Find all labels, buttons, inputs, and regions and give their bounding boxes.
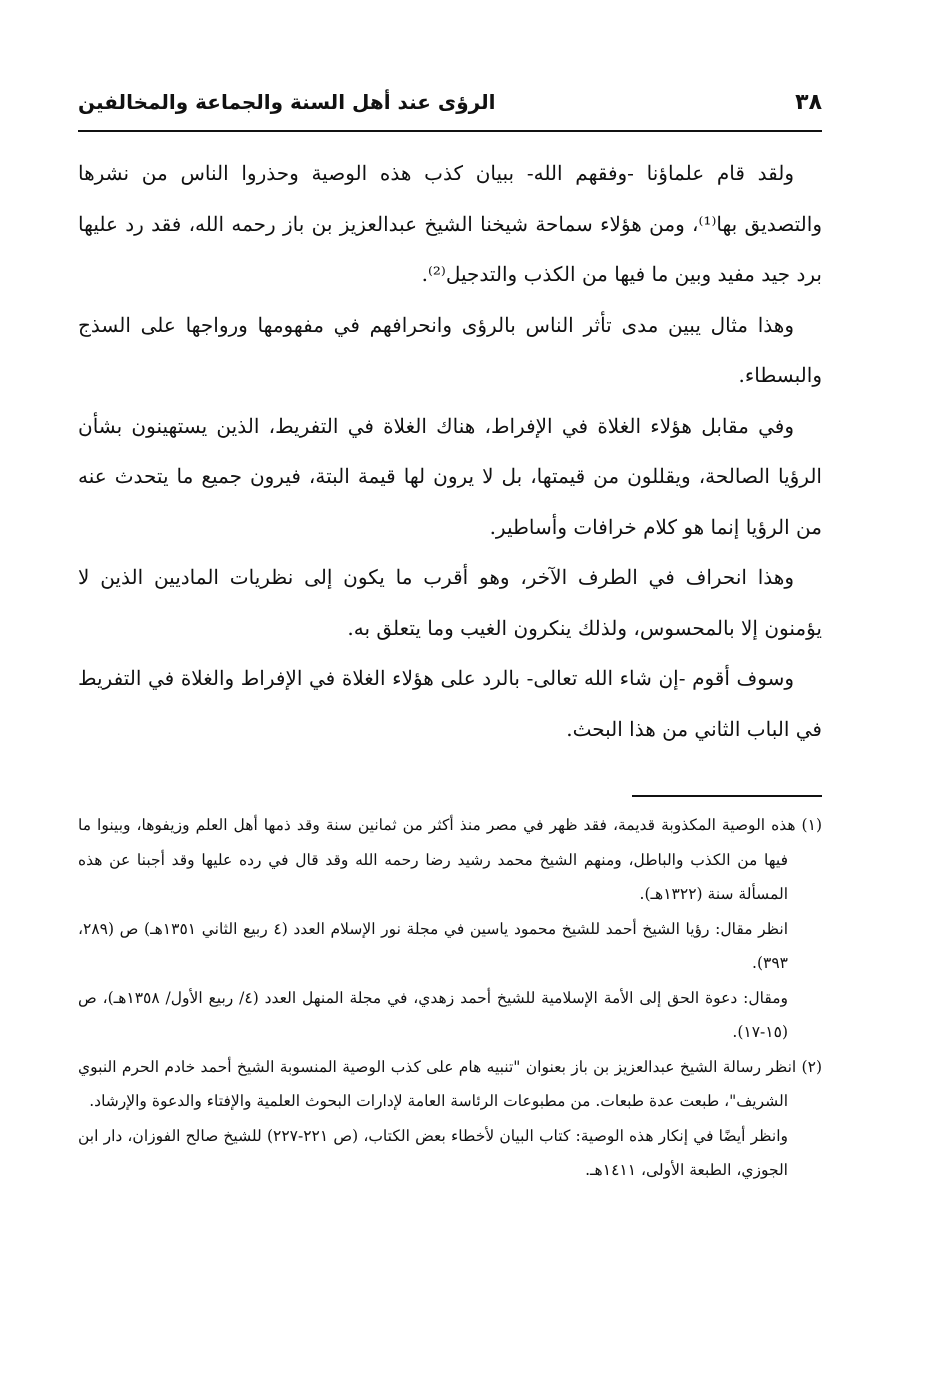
paragraph: وهذا انحراف في الطرف الآخر، وهو أقرب ما يكون إلى نظريات الماديين الذين لا يؤمنون إلا بالمحسوس، ولذلك ينكرون الغيب وما يتعلق به.: [78, 565, 822, 640]
footnote-1: (١) هذه الوصية المكذوبة قديمة، فقد ظهر في مصر منذ أكثر من ثمانين سنة وقد ذمها أهل العلم وزيفوها، وبينوا ما فيها من الكذب والباطل، ومنهم الشيخ محمد رشيد رضا رحمه الله وقد قال في رده عليها وقد أجبنا عن هذه المسألة سنة (١٣٢٢هـ).: [78, 816, 822, 903]
footnote-1-reference: انظر مقال: رؤيا الشيخ أحمد للشيخ محمود ياسين في مجلة نور الإسلام العدد (٤ ربيع الثاني ١٣٥١هـ) ص (٢٨٩، ٣٩٣).: [78, 919, 788, 972]
header-rule: [78, 130, 822, 132]
footnote-1-reference: ومقال: دعوة الحق إلى الأمة الإسلامية للشيخ أحمد زهدي، في مجلة المنهل العدد (٤/ ربيع الأول/ ١٣٥٨هـ)، ص (١٥-١٧).: [78, 988, 788, 1041]
footnote-rule: [632, 795, 822, 797]
footnotes: [78, 808, 822, 1188]
paragraph: ولقد قام علماؤنا -وفقهم الله- ببيان كذب هذه الوصية وحذروا الناس من نشرها والتصديق بها⁽¹⁾، ومن هؤلاء سماحة شيخنا الشيخ عبدالعزيز بن باز رحمه الله، فقد رد عليها برد جيد مفيد وبين ما فيها من الكذب والتدجيل⁽²⁾.: [78, 161, 822, 286]
footnote-2: (٢) انظر رسالة الشيخ عبدالعزيز بن باز بعنوان "تنبيه هام على كذب الوصية المنسوبة الشيخ أحمد خادم الحرم النبوي الشريف"، طبعت عدة طبعات. من مطبوعات الرئاسة العامة لإدارات البحوث العلمية والإفتاء والدعوة والإرشاد.: [78, 1057, 822, 1110]
running-header: [78, 82, 822, 122]
main-text: [78, 148, 822, 754]
paragraph: وفي مقابل هؤلاء الغلاة في الإفراط، هناك الغلاة في التفريط، الذين يستهينون بشأن الرؤيا الصالحة، ويقللون من قيمتها، بل لا يرون لها قيمة البتة، فيرون جميع ما يتحدث عنه من الرؤيا إنما هو كلام خرافات وأساطير.: [78, 413, 822, 539]
footnote-2-reference: وانظر أيضًا في إنكار هذه الوصية: كتاب البيان لأخطاء بعض الكتاب، (ص ٢٢١-٢٢٧) للشيخ صالح الفوزان، دار ابن الجوزي، الطبعة الأولى، ١٤١١هـ.: [78, 1126, 789, 1179]
paragraph: وسوف أقوم -إن شاء الله تعالى- بالرد على هؤلاء الغلاة في الإفراط والغلاة في التفريط في الباب الثاني من هذا البحث.: [78, 666, 822, 741]
paragraph: وهذا مثال يبين مدى تأثر الناس بالرؤى وانحرافهم في مفهومها ورواجها على السذج والبسطاء.: [78, 312, 822, 387]
running-title: الرؤى عند أهل السنة والجماعة والمخالفين: [78, 90, 496, 114]
page-number: ٣٨: [795, 89, 822, 115]
